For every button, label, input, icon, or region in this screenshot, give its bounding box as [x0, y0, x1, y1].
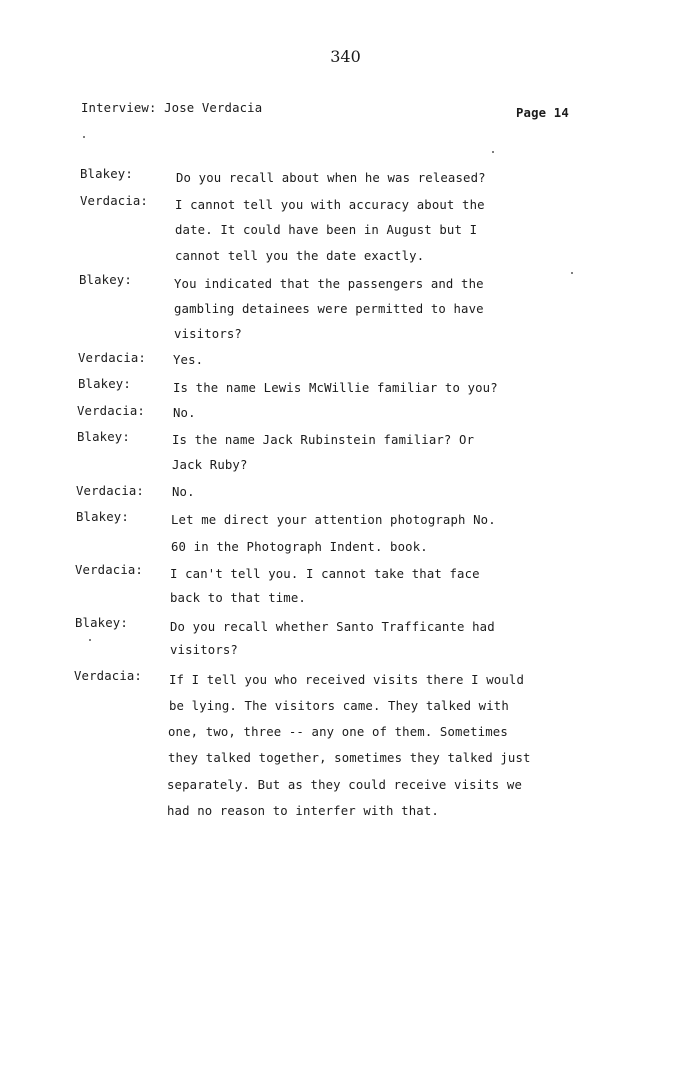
dialogue-line: Let me direct your attention photograph No.	[171, 513, 496, 527]
speaker-label: Verdacia:	[77, 404, 145, 418]
dialogue-line: I can't tell you. I cannot take that face	[170, 567, 480, 581]
speaker-label: Blakey:	[78, 377, 131, 391]
speaker-label: Blakey:	[75, 616, 128, 630]
dialogue-line: be lying. The visitors came. They talked with	[169, 699, 509, 713]
dialogue-line: separately. But as they could receive visits we	[167, 778, 523, 792]
page-number: 340	[330, 47, 361, 66]
dialogue-line: visitors?	[170, 643, 238, 657]
speaker-label: Blakey:	[77, 430, 130, 444]
dialogue-line: I cannot tell you with accuracy about the	[175, 198, 485, 212]
interview-header: Interview: Jose Verdacia	[81, 101, 263, 115]
dialogue-line: one, two, three -- any one of them. Sometimes	[168, 725, 508, 739]
page-label: Page 14	[516, 106, 569, 120]
dialogue-line: If I tell you who received visits there I would	[169, 673, 525, 687]
speaker-label: Verdacia:	[76, 484, 144, 498]
speaker-label: Verdacia:	[78, 351, 146, 365]
dialogue-line: gambling detainees were permitted to have	[174, 302, 484, 316]
speaker-label: Verdacia:	[75, 563, 143, 577]
dialogue-line: they talked together, sometimes they talked just	[168, 751, 531, 765]
scan-speck	[83, 136, 85, 138]
dialogue-line: had no reason to interfer with that.	[167, 804, 439, 818]
speaker-label: Blakey:	[80, 167, 133, 181]
speaker-label: Blakey:	[79, 273, 132, 287]
scan-speck	[571, 272, 573, 274]
scan-speck	[492, 151, 494, 153]
dialogue-line: visitors?	[174, 327, 242, 341]
dialogue-line: You indicated that the passengers and the	[174, 277, 484, 291]
speaker-label: Blakey:	[76, 510, 129, 524]
dialogue-line: 60 in the Photograph Indent. book.	[171, 540, 428, 554]
dialogue-line: Jack Ruby?	[172, 458, 248, 472]
dialogue-line: date. It could have been in August but I	[175, 223, 478, 237]
dialogue-line: Is the name Lewis McWillie familiar to you?	[173, 381, 498, 395]
dialogue-line: Is the name Jack Rubinstein familiar? Or	[172, 433, 475, 447]
dialogue-line: cannot tell you the date exactly.	[175, 249, 425, 263]
speaker-label: Verdacia:	[74, 669, 142, 683]
scan-speck	[89, 639, 91, 641]
dialogue-line: Yes.	[173, 353, 204, 367]
dialogue-line: Do you recall whether Santo Trafficante had	[170, 620, 495, 634]
dialogue-line: No.	[173, 406, 196, 420]
dialogue-line: back to that time.	[170, 591, 306, 605]
dialogue-line: Do you recall about when he was released?	[176, 171, 486, 185]
dialogue-line: No.	[172, 485, 195, 499]
speaker-label: Verdacia:	[80, 194, 148, 208]
